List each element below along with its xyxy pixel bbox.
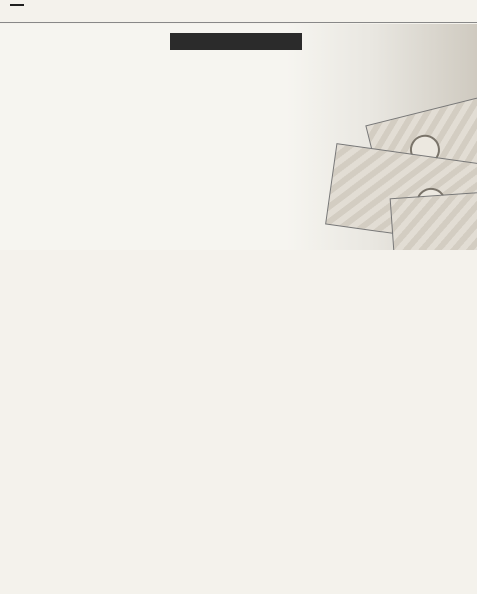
article-column	[10, 262, 248, 584]
section-tag	[10, 4, 24, 6]
article-column	[256, 262, 432, 584]
header-rule	[0, 22, 477, 23]
section-heading	[437, 262, 473, 388]
page-header	[0, 0, 477, 24]
banknote-image	[390, 190, 477, 250]
hero-section	[0, 24, 477, 250]
hero-subhead	[170, 33, 302, 50]
